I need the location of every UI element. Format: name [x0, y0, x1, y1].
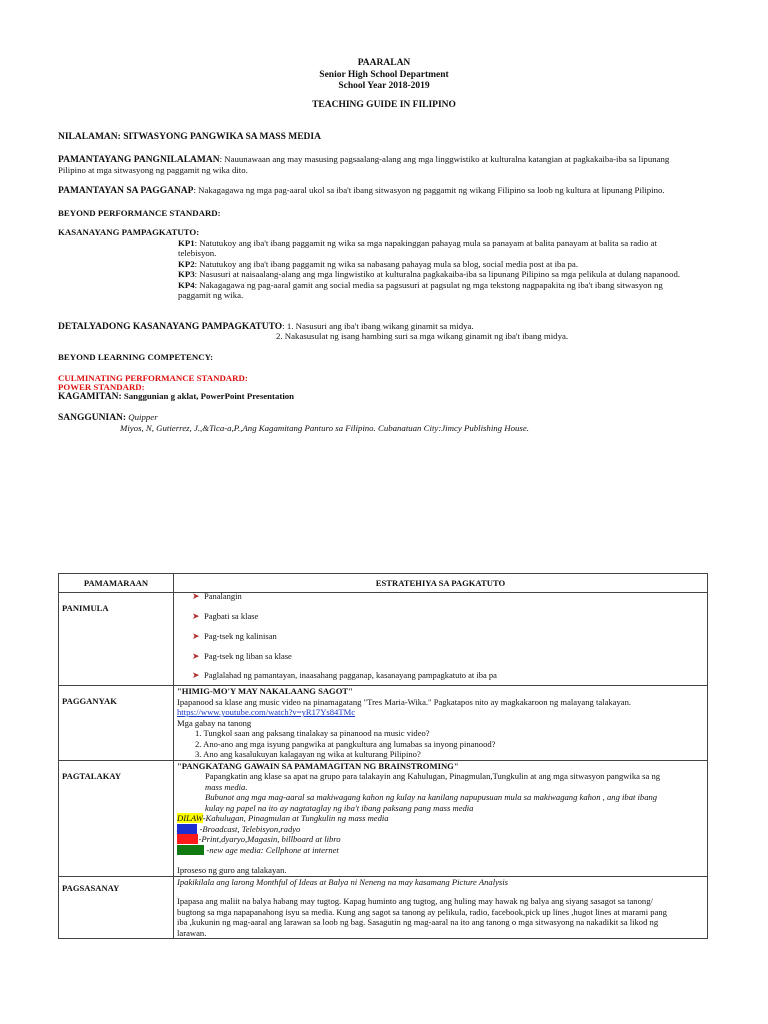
pagsasanay-text-4: larawan.	[177, 927, 207, 938]
content-standard	[58, 154, 669, 166]
panimula-cell	[174, 593, 708, 686]
kp4-text-2: paggamit ng wika.	[178, 290, 244, 300]
kasanayang-label: KASANAYANG PAMPAGKATUTO:	[58, 227, 200, 237]
tag-berde: BERDE	[177, 844, 205, 855]
performance-standard	[58, 185, 665, 197]
nilalaman	[58, 132, 321, 143]
bullet-arrow-icon: ➤	[192, 631, 200, 641]
pagganyak-cell	[174, 686, 708, 761]
content-standard-text-2: Pilipino at mga sitwasyong ng paggamit ng wika dito.	[58, 165, 248, 175]
lesson-table	[58, 573, 708, 939]
kagamitan	[58, 391, 294, 403]
question-1: 1. Tungkol saan ang paksang tinalakay sa pinanood na music video?	[195, 728, 430, 738]
bullet-arrow-icon: ➤	[192, 670, 200, 680]
table-row-pagganyak	[59, 686, 708, 761]
nilalaman-label: NILALAMAN:	[58, 132, 121, 142]
culminating-standard: CULMINATING PERFORMANCE STANDARD:	[58, 373, 248, 383]
performance-standard-text: : Nakagagawa ng mga pag-aaral ukol sa iba't ibang sitwasyon ng paggamit ng wikang Filipino sa loob ng kultura at lipunang Pilipino.	[193, 185, 665, 195]
pagsasanay-text-3: iba ,kukunin ng mag-aaral ang larawan sa loob ng bag. Sasagutin ng mag-aaral na ito ang tanong o mga sitwasyong na nakadikit sa likod ng	[177, 917, 659, 927]
beyond-performance-standard: BEYOND PERFORMANCE STANDARD:	[58, 208, 221, 218]
sanggunian	[58, 412, 158, 424]
kp4-text: : Nakagagawa ng pag-aaral gamit ang social media sa pagsusuri at pagsulat ng mga tekstong nagpapakita ng iba't ibang sitwasyon ng	[194, 280, 663, 290]
bullet-arrow-icon: ➤	[192, 651, 200, 661]
list-item: ➤ Pag-tsek ng kalinisan	[192, 631, 277, 641]
proseso-text: Iproseso ng guro ang talakayan.	[177, 865, 287, 875]
kp1-text-2: telebisyon.	[178, 248, 217, 258]
kp1	[178, 238, 657, 249]
nilalaman-value: SITWASYONG PANGWIKA SA MASS MEDIA	[123, 132, 321, 142]
table-row-pagtalakay	[59, 760, 708, 876]
question-2: 2. Ano-ano ang mga isyung pangwika at pangkultura ang lumabas sa inyong pinanood?	[195, 738, 496, 749]
pagganyak-label: PAGGANYAK	[59, 686, 174, 761]
sanggunian-value: Quipper	[126, 412, 158, 422]
kagamitan-value: Sanggunian g aklat, PowerPoint Presentation	[121, 391, 295, 401]
bullet-arrow-icon: ➤	[192, 591, 200, 601]
pagsasanay-cell	[174, 876, 708, 939]
color-yellow: DILAW-Kahulugan, Pinagmulan at Tungkulin ng mass media	[177, 813, 389, 823]
school-year: School Year 2018-2019	[338, 81, 430, 91]
pagtalakay-label: PAGTALAKAY	[59, 760, 174, 876]
list-item: ➤ Pagbati sa klase	[192, 611, 259, 621]
pagtalakay-text-4: kulay ng papel na ito ay nagtataglay ng iba't ibang paksang pang mass media	[205, 802, 474, 813]
color-blue: ASUL -Broadcast, Telebisyon,radyo	[177, 823, 301, 834]
kp2	[178, 259, 578, 270]
kp1-text: : Natutukoy ang iba't ibang paggamit ng wika sa mga napakinggan pahayag mula sa panayam at balita panayam at balita sa radio at	[194, 238, 657, 248]
kp3-code: KP3	[178, 269, 195, 279]
kp4	[178, 280, 663, 291]
list-item: ➤ Pag-tsek ng liban sa klase	[192, 651, 292, 661]
sanggunian-citation: Miyos, N, Gutierrez, J.,&Tica-a,P.,Ang Kagamitang Panturo sa Filipino. Cubanatuan City:Jimcy Publishing House.	[120, 423, 529, 433]
pagtalakay-title: "PANGKATANG GAWAIN SA PAMAMAGITAN NG BRAINSTROMING"	[177, 760, 459, 771]
tag-dilaw: DILAW	[177, 813, 203, 823]
col-header-pamamaraan: PAMAMARAAN	[59, 574, 174, 593]
panimula-label: PANIMULA	[59, 593, 174, 686]
question-3: 3. Ano ang kasalukuyan kalagayan ng wika at kulturang Pilipino?	[195, 749, 421, 759]
department: Senior High School Department	[319, 70, 449, 80]
pagsasanay-text-1: Ipapasa ang maliit na balya habang may tugtog. Kapag huminto ang tugtog, ang huling may hawak ng balya ang siyang sasagot sa tanong/	[177, 896, 653, 906]
col-header-estratehiya: ESTRATEHIYA SA PAGKATUTO	[174, 574, 708, 593]
kp2-text: : Natutukoy ang iba't ibang paggamit ng wika sa nabasang pahayag mula sa blog, social media post at iba pa.	[194, 259, 579, 269]
pagganyak-title: "HIMIG-MO'Y MAY NAKALAANG SAGOT"	[177, 686, 353, 696]
detailed-competency-label: DETALYADONG KASANAYANG PAMPAGKATUTO	[58, 322, 283, 332]
pagganyak-text: Ipapanood sa klase ang music video na pinamagatang "Tres Maria-Wika." Pagkatapos nito ay magkakaroon ng malayang talakayan.	[177, 696, 632, 707]
pagsasanay-text-2: bugtong sa mga napapanahong isyu sa media. Kung ang sagot sa tanong ay pelikula, radio, facebook,pick up lines ,hugot lines at marami pang	[177, 906, 667, 917]
beyond-learning-competency: BEYOND LEARNING COMPETENCY:	[58, 352, 214, 362]
kp1-code: KP1	[178, 238, 195, 248]
color-red: PULA-Print,dyaryo,Magasin, billboard at libro	[177, 834, 341, 844]
tag-asul: ASUL	[177, 823, 198, 834]
list-item: ➤ Panalangin	[192, 591, 242, 601]
bullet-arrow-icon: ➤	[192, 611, 200, 621]
pagtalakay-text-1: Papangkatin ang klase sa apat na grupo para talakayin ang Kahulugan, Pinagmulan,Tungkulin at ang mga sitwasyon pangwika sa ng	[205, 771, 661, 781]
school-name: PAARALAN	[357, 58, 411, 68]
kp4-code: KP4	[178, 280, 195, 290]
performance-standard-label: PAMANTAYAN SA PAGGANAP	[58, 186, 194, 196]
table-row-panimula	[59, 593, 708, 686]
table-row-pagsasanay	[59, 876, 708, 939]
sanggunian-label: SANGGUNIAN:	[58, 413, 127, 423]
pagsasanay-label: PAGSASANAY	[59, 876, 174, 939]
power-standard: POWER STANDARD:	[58, 382, 145, 392]
kagamitan-label: KAGAMITAN:	[58, 392, 122, 402]
color-green: BERDE -new age media: Cellphone at internet	[177, 844, 339, 855]
kp3-text: : Nasusuri at naisaalang-alang ang mga lingwistiko at kulturalna pagkakaiba-iba sa lipunang Pilipino sa mga pelikula at dulang napanood.	[194, 269, 681, 279]
content-standard-text-1: : Nauunawaan ang may masusing pagsaalang-alang ang mga linggwistiko at kulturalna katangian at pagkakaiba-iba sa lipunang	[219, 154, 670, 164]
pagtalakay-text-3: Bubunot ang mga mag-aaral sa makiwagang kahon ng kulay na kanilang napupusuan mula sa makiwagang kahon , ang ibat ibang	[205, 792, 658, 802]
pagtalakay-cell	[174, 760, 708, 876]
tag-pula: PULA	[177, 834, 199, 844]
gabay-label: Mga gabay na tanong	[177, 717, 252, 728]
page-title: TEACHING GUIDE IN FILIPINO	[312, 100, 456, 110]
content-standard-label: PAMANTAYANG PANGNILALAMAN	[58, 155, 220, 165]
detailed-competency-item-1: : 1. Nasusuri ang iba't ibang wikang ginamit sa midya.	[282, 321, 474, 331]
list-item: ➤ Paglalahad ng pamantayan, inaasahang pagganap, kasanayang pampagkatuto at iba pa	[192, 670, 497, 680]
pagsasanay-title: Ipakikilala ang larong Monthful of Ideas at Balya ni Neneng na may kasamang Picture Analysis	[177, 876, 508, 887]
kp2-code: KP2	[178, 259, 195, 269]
pagtalakay-text-2: mass media.	[205, 781, 248, 792]
detailed-competency-item-2: 2. Nakasusulat ng isang hambing suri sa mga wikang ginamit ng iba't ibang midya.	[276, 331, 569, 341]
kp3	[178, 269, 680, 280]
video-link[interactable]: https://www.youtube.com/watch?v=yR17Ys84TMc	[177, 707, 356, 717]
table-header-row	[59, 574, 708, 593]
